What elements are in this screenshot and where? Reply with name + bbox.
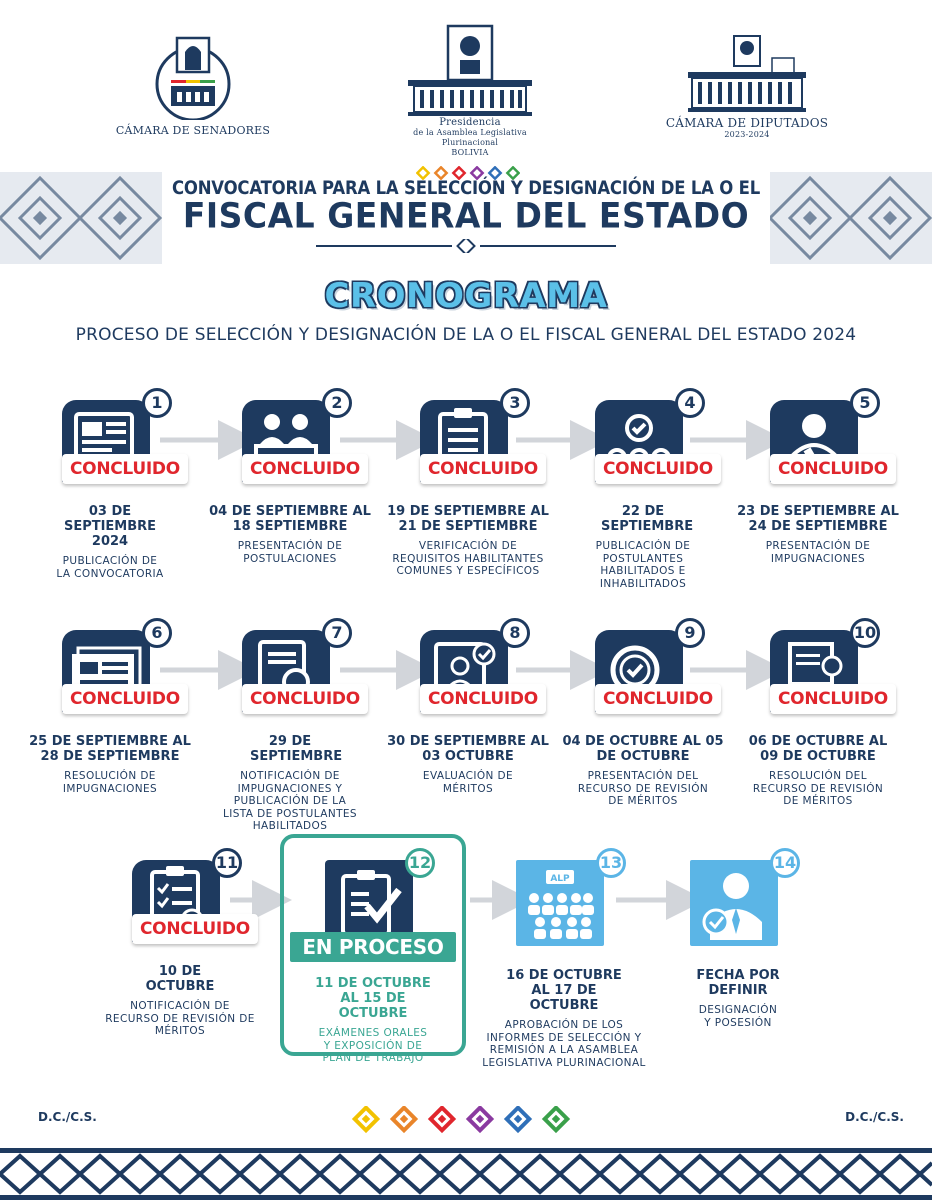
step-7: [200, 622, 380, 833]
diamond-ornament-icon: [352, 1106, 582, 1134]
step-date: FECHA POR DEFINIR: [696, 968, 780, 998]
status-badge: CONCLUIDO: [242, 454, 338, 484]
official-check-icon: [690, 860, 778, 946]
status-badge: CONCLUIDO: [595, 454, 691, 484]
step-description: PUBLICACIÓN DE LA CONVOCATORIA: [56, 555, 164, 580]
step-10: [728, 622, 908, 808]
step-date: 03 DE SEPTIEMBRE 2024: [63, 504, 157, 549]
step-description: RESOLUCIÓN DE IMPUGNACIONES: [62, 770, 158, 795]
step-13: [474, 852, 654, 1069]
banner-title-top: CONVOCATORIA PARA LA SELECCIÓN Y DESIGNACIÓN DE LA O EL: [171, 176, 761, 199]
step-9: [553, 622, 733, 808]
step-1: [20, 392, 200, 580]
assembly-label: ALP: [550, 874, 570, 884]
step-description: NOTIFICACIÓN DE IMPUGNACIONES Y PUBLICACIÓN DE LA LISTA DE POSTULANTES HABILITADOS: [223, 770, 357, 832]
step-date: 23 DE SEPTIEMBRE AL 24 DE SEPTIEMBRE: [737, 504, 899, 534]
presidency-caption-1: Presidencia: [439, 117, 501, 128]
step-date: 06 DE OCTUBRE AL 09 DE OCTUBRE: [748, 734, 888, 764]
deputies-caption: CÁMARA DE DIPUTADOS: [665, 116, 829, 130]
step-date: 10 DE OCTUBRE: [145, 964, 215, 994]
step-number: 1: [142, 388, 172, 418]
status-badge: CONCLUIDO: [770, 454, 866, 484]
banner-title-main: FISCAL GENERAL DEL ESTADO: [182, 195, 750, 236]
footer-note-left: D.C./C.S.: [38, 1110, 97, 1124]
step-description: APROBACIÓN DE LOS INFORMES DE SELECCIÓN Y REMISIÓN A LA ASAMBLEA LEGISLATIVA PLURINACIONAL: [482, 1019, 646, 1069]
step-date: 19 DE SEPTIEMBRE AL 21 DE SEPTIEMBRE: [387, 504, 549, 534]
step-number: 14: [770, 848, 800, 878]
status-badge: CONCLUIDO: [770, 684, 866, 714]
step-date: 30 DE SEPTIEMBRE AL 03 OCTUBRE: [387, 734, 549, 764]
step-5: [728, 392, 908, 565]
deputies-period: 2023-2024: [724, 130, 770, 139]
step-date: 25 DE SEPTIEMBRE AL 28 DE SEPTIEMBRE: [29, 734, 191, 764]
step-8: [378, 622, 558, 795]
step-description: EVALUACIÓN DE MÉRITOS: [422, 770, 514, 795]
step-description: RESOLUCIÓN DEL RECURSO DE REVISIÓN DE MÉRITOS: [752, 770, 884, 807]
footer-diamonds: [352, 1106, 582, 1134]
step-number: 10: [850, 618, 880, 648]
senate-caption: CÁMARA DE SENADORES: [115, 124, 271, 137]
step-description: NOTIFICACIÓN DE RECURSO DE REVISIÓN DE MÉRITOS: [105, 1000, 255, 1037]
step-number: 7: [322, 618, 352, 648]
step-description: PUBLICACIÓN DE POSTULANTES HABILITADOS E INHABILITADOS: [595, 540, 691, 590]
status-badge: CONCLUIDO: [420, 684, 516, 714]
step-number: 4: [675, 388, 705, 418]
step-14-icon-box: [690, 860, 778, 946]
step-number: 13: [596, 848, 626, 878]
status-badge-in-progress: EN PROCESO: [280, 932, 466, 962]
step-description: EXÁMENES ORALES Y EXPOSICIÓN DE PLAN DE TRABAJO: [318, 1027, 428, 1064]
step-6: [20, 622, 200, 795]
status-badge: CONCLUIDO: [242, 684, 338, 714]
status-badge: CONCLUIDO: [595, 684, 691, 714]
status-badge: CONCLUIDO: [132, 914, 228, 944]
step-14: [648, 852, 828, 1029]
step-13-icon-box: [516, 860, 604, 946]
step-4: [553, 392, 733, 590]
presidency-caption-2: de la Asamblea Legislativa Plurinacional: [413, 128, 527, 147]
step-number: 12: [405, 848, 435, 878]
step-11: [90, 852, 270, 1038]
step-description: DESIGNACIÓN Y POSESIÓN: [698, 1004, 778, 1029]
step-description: VERIFICACIÓN DE REQUISITOS HABILITANTES COMUNES Y ESPECÍFICOS: [392, 540, 544, 577]
step-date: 04 DE SEPTIEMBRE AL 18 SEPTIEMBRE: [209, 504, 371, 534]
bottom-pattern-icon: [0, 1148, 932, 1200]
step-number: 11: [212, 848, 242, 878]
step-date: 29 DE SEPTIEMBRE: [250, 734, 343, 764]
step-date: 22 DE SEPTIEMBRE: [601, 504, 694, 534]
status-badge: CONCLUIDO: [420, 454, 516, 484]
step-number: 2: [322, 388, 352, 418]
step-description: PRESENTACIÓN DE IMPUGNACIONES: [765, 540, 871, 565]
step-number: 8: [500, 618, 530, 648]
footer-note-right: D.C./C.S.: [845, 1110, 904, 1124]
step-description: PRESENTACIÓN DEL RECURSO DE REVISIÓN DE MÉRITOS: [577, 770, 709, 807]
step-number: 9: [675, 618, 705, 648]
status-badge: CONCLUIDO: [62, 684, 158, 714]
step-date: 04 DE OCTUBRE AL 05 DE OCTUBRE: [562, 734, 724, 764]
step-number: 3: [500, 388, 530, 418]
step-number: 5: [850, 388, 880, 418]
step-number: 6: [142, 618, 172, 648]
cronograma-subtitle: PROCESO DE SELECCIÓN Y DESIGNACIÓN DE LA O EL FISCAL GENERAL DEL ESTADO 2024: [75, 325, 857, 345]
step-date: 16 DE OCTUBRE AL 17 DE OCTUBRE: [506, 968, 622, 1013]
presidency-caption-3: BOLIVIA: [451, 148, 489, 157]
status-badge: CONCLUIDO: [62, 454, 158, 484]
cronograma-title: CRONOGRAMA: [324, 276, 608, 316]
step-2: [200, 392, 380, 565]
assembly-icon: [516, 860, 604, 946]
step-3: [378, 392, 558, 578]
step-date: 11 DE OCTUBRE AL 15 DE OCTUBRE: [315, 976, 431, 1021]
step-description: PRESENTACIÓN DE POSTULACIONES: [237, 540, 343, 565]
